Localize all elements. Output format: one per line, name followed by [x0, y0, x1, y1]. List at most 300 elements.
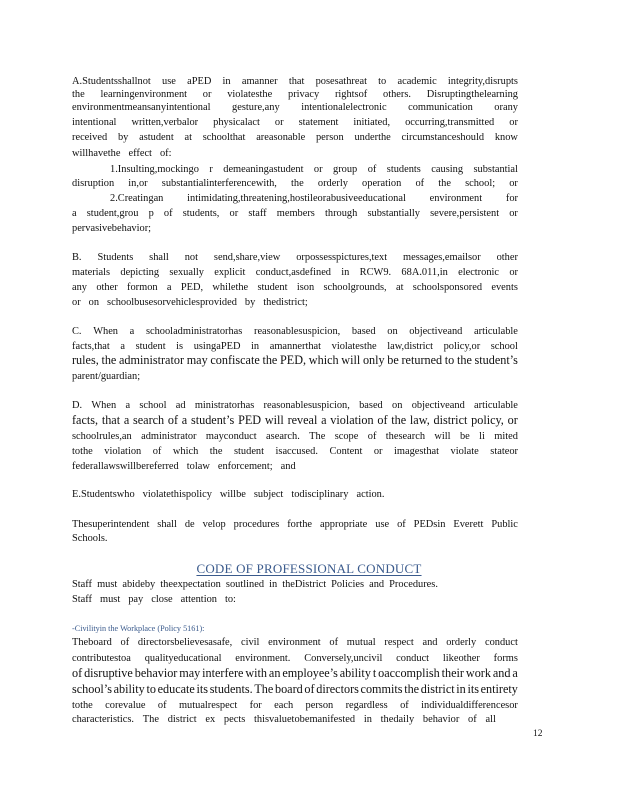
word: mutual	[346, 637, 376, 648]
word: shall	[157, 519, 177, 530]
word: student,grou	[86, 208, 139, 219]
paragraph-c-line-4	[72, 370, 518, 383]
word: the	[209, 446, 223, 457]
word: entirety	[480, 682, 518, 696]
word: a	[123, 413, 130, 427]
word: pay	[128, 594, 144, 605]
word: only	[362, 353, 385, 367]
staff-intro-line-1	[72, 578, 438, 591]
word: which	[172, 446, 199, 457]
word: of	[377, 413, 388, 427]
word: articulable	[474, 400, 518, 411]
civility-line-1	[72, 636, 518, 649]
word: federallawswillbereferred	[72, 461, 179, 472]
word: conduct	[396, 653, 430, 664]
word: D.	[72, 400, 83, 411]
section-heading-text: CODE OF PROFESSIONAL CONDUCT	[196, 561, 422, 576]
paragraph-b-line-4	[72, 296, 518, 309]
word: reasonablesuspicion,	[253, 326, 341, 337]
word: events	[491, 282, 518, 293]
word: ad	[175, 400, 186, 411]
word: of	[152, 446, 162, 457]
word: occurring,transmitted	[405, 117, 495, 128]
word: enforcement;	[217, 461, 273, 472]
word: forms	[493, 653, 518, 664]
word: ministratorhas	[194, 400, 255, 411]
word: which	[308, 353, 339, 367]
word: commits	[360, 682, 403, 696]
word: of:	[159, 148, 172, 159]
word: pervasivebehavior;	[72, 223, 152, 234]
item-2-line-1	[110, 192, 518, 205]
word: of	[167, 413, 179, 427]
word: student	[135, 341, 166, 352]
word: Staff	[72, 594, 93, 605]
word: student	[257, 282, 288, 293]
word: shall	[149, 252, 169, 263]
word: work	[465, 666, 491, 680]
word: likeother	[442, 653, 480, 664]
word: a	[321, 413, 327, 427]
word: to	[146, 682, 156, 696]
civility-line-3	[72, 666, 518, 681]
word: thisvaluetobemanifested	[254, 714, 356, 725]
word: civil	[240, 637, 260, 648]
word: integrity,disrupts	[447, 76, 518, 87]
word: school	[490, 341, 518, 352]
word: 1.Insulting,mockingo	[110, 164, 199, 175]
word: school’s	[72, 682, 112, 696]
word: the	[72, 89, 85, 100]
word: severe,persistent	[430, 208, 500, 219]
word: de	[184, 519, 195, 530]
paragraph-c-line-2	[72, 340, 518, 353]
word: of	[468, 714, 477, 725]
word: Public	[491, 519, 518, 530]
word: directors	[316, 682, 359, 696]
word: environmentmeansanyintentional	[72, 102, 211, 113]
word: behavior	[422, 714, 460, 725]
word: their	[441, 666, 464, 680]
word: velop	[202, 519, 226, 530]
word: thedaily	[380, 714, 415, 725]
word: whilethe	[212, 282, 249, 293]
word: a	[181, 413, 188, 427]
word: corevalue	[105, 700, 146, 711]
word: be	[387, 353, 399, 367]
word: gesture,any	[232, 102, 280, 113]
word: in	[222, 76, 231, 87]
word: The	[309, 431, 326, 442]
staff-intro-line-2	[72, 593, 518, 606]
word: li	[479, 431, 485, 442]
word: asearch.	[266, 431, 300, 442]
word: of	[415, 178, 425, 189]
word: violation	[104, 446, 142, 457]
word: or	[202, 89, 212, 100]
word: underthe	[354, 132, 391, 143]
word: received	[72, 132, 108, 143]
item-1-line-1	[110, 163, 518, 176]
word: intimidating,threatening,hostileorabusiveeducational	[187, 193, 406, 204]
word: or	[507, 413, 518, 427]
word: t	[372, 666, 377, 680]
word: a	[512, 666, 518, 680]
word: usingaPED	[193, 341, 241, 352]
paragraph-a-line-2	[72, 88, 518, 101]
superintendent-line-2	[72, 532, 518, 545]
word: intentional	[72, 117, 117, 128]
word: substantial	[473, 164, 518, 175]
word: members	[276, 208, 315, 219]
word: students.	[209, 682, 253, 696]
word: orpossesspictures,text	[296, 252, 388, 263]
word: privacy	[288, 89, 320, 100]
word: or	[313, 164, 323, 175]
word: policy,	[471, 413, 504, 427]
word: tolaw	[186, 461, 210, 472]
word: Policies	[331, 579, 365, 590]
word: Everett	[453, 519, 484, 530]
word: use	[162, 76, 176, 87]
word: orderly	[317, 178, 348, 189]
word: substantialinterferencewith,	[161, 178, 277, 189]
word: effect	[128, 148, 152, 159]
paragraph-d-line-4	[72, 445, 518, 458]
word: in	[363, 714, 372, 725]
word: use	[375, 519, 390, 530]
word: astudent	[139, 132, 174, 143]
paragraph-d-line-1	[72, 399, 518, 412]
word: person	[305, 700, 334, 711]
word: objectiveand	[409, 326, 463, 337]
word: or	[509, 267, 518, 278]
word: p	[148, 208, 154, 219]
word: to	[444, 353, 455, 367]
word: policy,or	[443, 341, 481, 352]
word: tothe	[72, 700, 93, 711]
word: rightsof	[334, 89, 368, 100]
word: law,	[409, 413, 430, 427]
word: of	[367, 164, 377, 175]
word: students	[386, 164, 421, 175]
word: staff	[248, 208, 267, 219]
word: district	[433, 413, 468, 427]
word: of	[400, 700, 409, 711]
paragraph-a-line-5	[72, 131, 518, 144]
word: schoolrules,an	[72, 431, 132, 442]
word: subject	[253, 489, 284, 500]
word: educate	[157, 682, 195, 696]
word: amanner	[241, 76, 278, 87]
word: scope	[334, 431, 359, 442]
page-number: 12	[533, 729, 543, 739]
word: in	[269, 579, 278, 590]
word: characteristics.	[72, 714, 135, 725]
word: students,	[182, 208, 220, 219]
paragraph-d-line-3	[72, 430, 518, 443]
word: any	[72, 282, 88, 293]
word: its	[196, 682, 209, 696]
word: to:	[224, 594, 236, 605]
word: academic	[397, 76, 437, 87]
word: environment.	[235, 653, 291, 664]
word: or	[509, 178, 518, 189]
word: qualityeducational	[144, 653, 222, 664]
word: thesearch	[385, 431, 426, 442]
word: or	[72, 297, 81, 308]
word: search	[133, 413, 165, 427]
word: confiscate	[210, 353, 260, 367]
word: parent/guardian;	[72, 371, 141, 382]
word: by	[117, 132, 129, 143]
word: or	[509, 117, 518, 128]
paragraph-b-line-3	[72, 281, 518, 294]
word: and	[280, 461, 296, 472]
word: Theboard	[72, 637, 112, 648]
word: electronic	[458, 267, 500, 278]
word: must	[97, 579, 118, 590]
word: through	[324, 208, 358, 219]
word: schoolsponsored	[412, 282, 483, 293]
word: theDistrict	[282, 579, 327, 590]
word: the	[456, 353, 472, 367]
word: with	[245, 666, 268, 680]
word: at	[395, 282, 404, 293]
word: explicit	[214, 267, 246, 278]
word: Content	[329, 446, 363, 457]
word: tothe	[72, 446, 93, 457]
civility-line-5	[72, 699, 518, 712]
word: district	[420, 682, 455, 696]
word: a	[125, 400, 131, 411]
word: may	[186, 353, 208, 367]
word: all	[485, 714, 496, 725]
word: The	[254, 682, 274, 696]
word: the	[262, 353, 278, 367]
word: PED,	[280, 353, 307, 367]
word: in,or	[128, 178, 148, 189]
word: that	[288, 76, 305, 87]
paragraph-a-line-1	[72, 75, 518, 88]
word: reasonablesuspicion,	[263, 400, 350, 411]
word: mutualrespect	[178, 700, 238, 711]
word: respect	[384, 637, 414, 648]
word: materials	[72, 267, 111, 278]
word: conduct,asdefined	[255, 267, 332, 278]
word: willhavethe	[72, 148, 121, 159]
word: and	[422, 637, 438, 648]
word: a	[166, 282, 172, 293]
word: not	[184, 252, 198, 263]
word: circumstanceshould	[401, 132, 485, 143]
paragraph-e-line-1	[72, 488, 518, 501]
word: a	[120, 341, 125, 352]
word: in	[251, 341, 260, 352]
word: isaccused.	[275, 446, 318, 457]
word: A.Studentsshallnot	[72, 76, 151, 87]
word: violatesthe	[331, 341, 377, 352]
word: statement	[298, 117, 339, 128]
word: amannerthat	[269, 341, 322, 352]
word: each	[274, 700, 294, 711]
word: student	[234, 446, 265, 457]
word: or	[373, 446, 383, 457]
word: violatethispolicy	[142, 489, 212, 500]
word: violate	[450, 446, 479, 457]
word: that	[101, 413, 121, 427]
word: abideby	[122, 579, 156, 590]
paragraph-a-line-3	[72, 101, 518, 114]
word: 2.Creatingan	[110, 193, 164, 204]
word: RCW9.	[359, 267, 392, 278]
item-1-line-2	[72, 177, 518, 190]
word: for	[505, 193, 518, 204]
word: law,district	[387, 341, 434, 352]
word: environment	[268, 637, 321, 648]
section-heading	[0, 561, 618, 576]
word: directorsbelievesasafe,	[137, 637, 233, 648]
word: administrator	[119, 353, 184, 367]
word: will	[264, 413, 284, 427]
word: ison	[296, 282, 315, 293]
word: of	[163, 208, 173, 219]
word: student’s	[190, 413, 235, 427]
word: written,verbalor	[131, 117, 199, 128]
word: B.	[72, 252, 82, 263]
word: school	[139, 400, 167, 411]
word: pects	[223, 714, 246, 725]
word: sexually	[169, 267, 204, 278]
word: initiated,	[353, 117, 391, 128]
word: its	[467, 682, 479, 696]
word: messages,emailsor	[403, 252, 481, 263]
word: thedistrict;	[263, 297, 308, 308]
word: operation	[362, 178, 402, 189]
word: objectiveand	[411, 400, 465, 411]
word: orany	[494, 102, 518, 113]
word: ability	[113, 682, 145, 696]
word: the	[438, 178, 451, 189]
word: learningenvironment	[100, 89, 188, 100]
paragraph-d-line-2	[72, 413, 518, 428]
word: violatesthe	[227, 89, 273, 100]
word: C.	[72, 326, 82, 337]
word: Conversely,uncivil	[304, 653, 383, 664]
word: ability	[339, 666, 371, 680]
word: send,share,view	[213, 252, 281, 263]
paragraph-b-line-1	[72, 251, 518, 264]
word: others.	[383, 89, 412, 100]
word: causing	[431, 164, 464, 175]
word: reveal	[287, 413, 318, 427]
word: The	[142, 714, 159, 725]
word: returned	[401, 353, 443, 367]
word: When	[93, 326, 118, 337]
superintendent-line-1	[72, 518, 518, 531]
word: Procedures.	[389, 579, 438, 590]
word: schooladministratorhas	[145, 326, 243, 337]
word: E.Studentswho	[72, 489, 135, 500]
word: mayconduct	[205, 431, 257, 442]
word: oaccomplish	[378, 666, 440, 680]
word: environment	[429, 193, 483, 204]
word: or	[509, 208, 518, 219]
word: will	[341, 353, 361, 367]
word: a	[72, 208, 77, 219]
word: based	[351, 326, 376, 337]
civility-line-6	[72, 713, 496, 726]
word: formon	[127, 282, 158, 293]
word: of	[329, 637, 339, 648]
word: employee’s	[282, 666, 338, 680]
word: conduct	[484, 637, 518, 648]
word: to	[378, 76, 387, 87]
word: regardless	[345, 700, 388, 711]
word: Thesuperintendent	[72, 519, 150, 530]
word: is	[176, 341, 184, 352]
paragraph-b-line-2	[72, 266, 518, 279]
word: or	[274, 117, 284, 128]
word: communication	[408, 102, 473, 113]
word: of	[367, 431, 377, 442]
word: disruption	[72, 178, 115, 189]
word: facts,that	[72, 341, 110, 352]
word: substantially	[367, 208, 420, 219]
word: may	[179, 666, 201, 680]
word: schoolthat	[202, 132, 246, 143]
word: soutlined	[225, 579, 265, 590]
word: administrator	[141, 431, 197, 442]
word: theexpectation	[160, 579, 221, 590]
word: When	[91, 400, 117, 411]
word: demeaningastudent	[223, 164, 304, 175]
word: of	[397, 519, 406, 530]
word: know	[494, 132, 518, 143]
word: depicting	[120, 267, 160, 278]
word: interfere	[202, 666, 244, 680]
word: of	[120, 637, 130, 648]
word: school;	[465, 178, 496, 189]
word: by	[244, 297, 256, 308]
word: schoolbusesorvehiclesprovided	[107, 297, 237, 308]
word: PED	[238, 413, 262, 427]
word: for	[249, 700, 262, 711]
word: and	[492, 666, 511, 680]
word: r	[209, 164, 213, 175]
paragraph-a-line-4	[72, 116, 518, 129]
word: PED,	[180, 282, 204, 293]
word: PEDsin	[413, 519, 446, 530]
word: board	[274, 682, 303, 696]
word: appropriate	[319, 519, 368, 530]
word: an	[268, 666, 281, 680]
policy-reference: -Civilityin the Workplace (Policy 5161):	[72, 624, 205, 633]
word: action.	[356, 489, 385, 500]
word: posesathreat	[315, 76, 367, 87]
word: violation	[330, 413, 374, 427]
word: a	[129, 326, 135, 337]
word: other	[496, 252, 518, 263]
word: imagesthat	[394, 446, 440, 457]
word: and	[369, 579, 385, 590]
word: group	[333, 164, 358, 175]
word: orderly	[446, 637, 477, 648]
word: Schools.	[72, 533, 108, 544]
word: attention	[180, 594, 217, 605]
word: rules,	[72, 353, 99, 367]
word: schoolgrounds,	[323, 282, 387, 293]
